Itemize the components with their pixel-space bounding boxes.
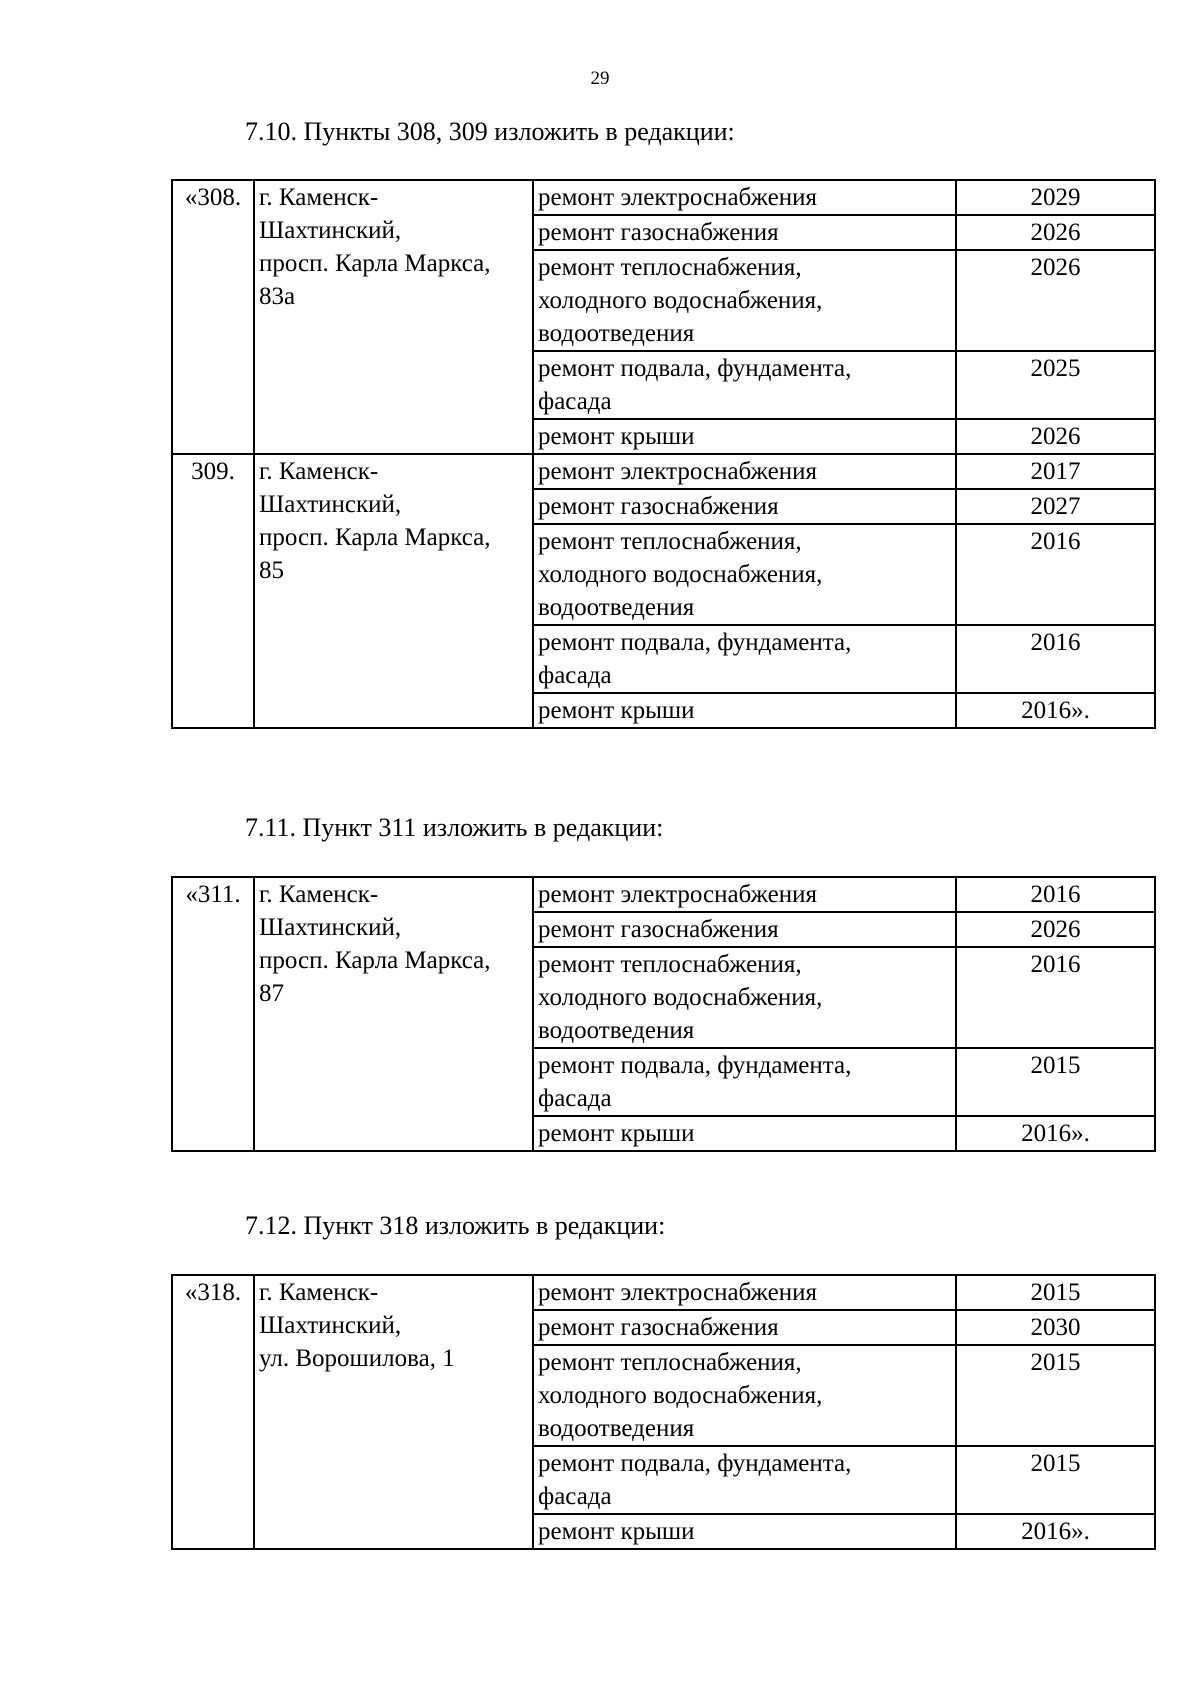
amendment-table — [171, 876, 1156, 1152]
cell-line: ремонт газоснабжения — [538, 219, 779, 246]
cell-line: ремонт крыши — [538, 423, 695, 450]
cell-line: ремонт подвала, фундамента, — [538, 629, 852, 656]
cell-line: ремонт электроснабжения — [538, 184, 817, 211]
cell-line: г. Каменск- — [259, 881, 379, 908]
cell-line: водоотведения — [538, 320, 695, 347]
cell-line: ремонт электроснабжения — [538, 458, 817, 485]
section-heading: 7.12. Пункт 318 изложить в редакции: — [245, 1211, 666, 1240]
cell-line: холодного водоснабжения, — [538, 561, 823, 588]
cell-line: ремонт электроснабжения — [538, 881, 817, 908]
cell-line: ремонт электроснабжения — [538, 1279, 817, 1306]
cell-line: ремонт подвала, фундамента, — [538, 355, 852, 382]
work-type — [533, 180, 956, 215]
item-address — [254, 877, 533, 1151]
cell-line: холодного водоснабжения, — [538, 984, 823, 1011]
cell-line: водоотведения — [538, 1017, 695, 1044]
work-year: 2016 — [956, 947, 1155, 1048]
work-type — [533, 625, 956, 693]
work-year: 2026 — [956, 419, 1155, 454]
cell-line: просп. Карла Маркса, — [259, 524, 491, 551]
table-row — [172, 454, 1155, 489]
work-type — [533, 454, 956, 489]
work-year: 2017 — [956, 454, 1155, 489]
page-number: 29 — [590, 68, 610, 89]
cell-line: ремонт крыши — [538, 1120, 695, 1147]
cell-line: г. Каменск- — [259, 458, 379, 485]
cell-line: ремонт крыши — [538, 1518, 695, 1545]
cell-line: 87 — [259, 980, 284, 1007]
work-type — [533, 1275, 956, 1310]
table-row — [172, 1275, 1155, 1310]
work-year: 2027 — [956, 489, 1155, 524]
cell-line: ремонт газоснабжения — [538, 493, 779, 520]
work-type — [533, 351, 956, 419]
cell-line: фасада — [538, 1085, 612, 1112]
cell-line: 83а — [259, 283, 296, 310]
cell-line: ремонт подвала, фундамента, — [538, 1052, 852, 1079]
work-type — [533, 912, 956, 947]
work-year: 2026 — [956, 250, 1155, 351]
cell-line: ремонт теплоснабжения, — [538, 1349, 802, 1376]
work-year: 2016». — [956, 1116, 1155, 1151]
cell-line: ремонт крыши — [538, 697, 695, 724]
amendment-table — [171, 179, 1156, 729]
work-year: 2015 — [956, 1446, 1155, 1514]
work-type — [533, 877, 956, 912]
work-type — [533, 1345, 956, 1446]
cell-line: ремонт теплоснабжения, — [538, 951, 802, 978]
work-year: 2026 — [956, 215, 1155, 250]
work-year: 2015 — [956, 1345, 1155, 1446]
work-year: 2016 — [956, 524, 1155, 625]
cell-line: 85 — [259, 557, 284, 584]
amendment-table — [171, 1274, 1156, 1550]
cell-line: ремонт газоснабжения — [538, 1314, 779, 1341]
cell-line: фасада — [538, 662, 612, 689]
cell-line: ремонт теплоснабжения, — [538, 528, 802, 555]
cell-line: фасада — [538, 1483, 612, 1510]
work-type — [533, 524, 956, 625]
work-type — [533, 250, 956, 351]
work-year: 2016». — [956, 1514, 1155, 1549]
item-number: «308. — [172, 180, 254, 454]
item-number: «311. — [172, 877, 254, 1151]
cell-line: ремонт газоснабжения — [538, 916, 779, 943]
work-type — [533, 489, 956, 524]
cell-line: ремонт теплоснабжения, — [538, 254, 802, 281]
work-year: 2015 — [956, 1275, 1155, 1310]
cell-line: ул. Ворошилова, 1 — [259, 1345, 455, 1372]
work-year: 2030 — [956, 1310, 1155, 1345]
work-type — [533, 1048, 956, 1116]
cell-line: холодного водоснабжения, — [538, 287, 823, 314]
cell-line: г. Каменск- — [259, 1279, 379, 1306]
cell-line: Шахтинский, — [259, 491, 402, 518]
cell-line: г. Каменск- — [259, 184, 379, 211]
section-heading: 7.10. Пункты 308, 309 изложить в редакции: — [245, 117, 735, 146]
item-address — [254, 454, 533, 728]
work-year: 2029 — [956, 180, 1155, 215]
work-year: 2016 — [956, 877, 1155, 912]
work-type — [533, 1310, 956, 1345]
cell-line: просп. Карла Маркса, — [259, 250, 491, 277]
work-year: 2026 — [956, 912, 1155, 947]
item-number: 309. — [172, 454, 254, 728]
cell-line: Шахтинский, — [259, 914, 402, 941]
section-heading: 7.11. Пункт 311 изложить в редакции: — [245, 813, 664, 842]
work-type — [533, 1514, 956, 1549]
item-number: «318. — [172, 1275, 254, 1549]
work-year: 2016». — [956, 693, 1155, 728]
cell-line: Шахтинский, — [259, 1312, 402, 1339]
cell-line: холодного водоснабжения, — [538, 1382, 823, 1409]
table-row — [172, 180, 1155, 215]
cell-line: ремонт подвала, фундамента, — [538, 1450, 852, 1477]
work-type — [533, 1116, 956, 1151]
work-year: 2016 — [956, 625, 1155, 693]
item-address — [254, 180, 533, 454]
work-type — [533, 215, 956, 250]
work-year: 2015 — [956, 1048, 1155, 1116]
cell-line: фасада — [538, 388, 612, 415]
table-row — [172, 877, 1155, 912]
work-type — [533, 419, 956, 454]
cell-line: просп. Карла Маркса, — [259, 947, 491, 974]
work-type — [533, 1446, 956, 1514]
cell-line: водоотведения — [538, 594, 695, 621]
work-type — [533, 693, 956, 728]
work-type — [533, 947, 956, 1048]
work-year: 2025 — [956, 351, 1155, 419]
cell-line: водоотведения — [538, 1415, 695, 1442]
item-address — [254, 1275, 533, 1549]
cell-line: Шахтинский, — [259, 217, 402, 244]
